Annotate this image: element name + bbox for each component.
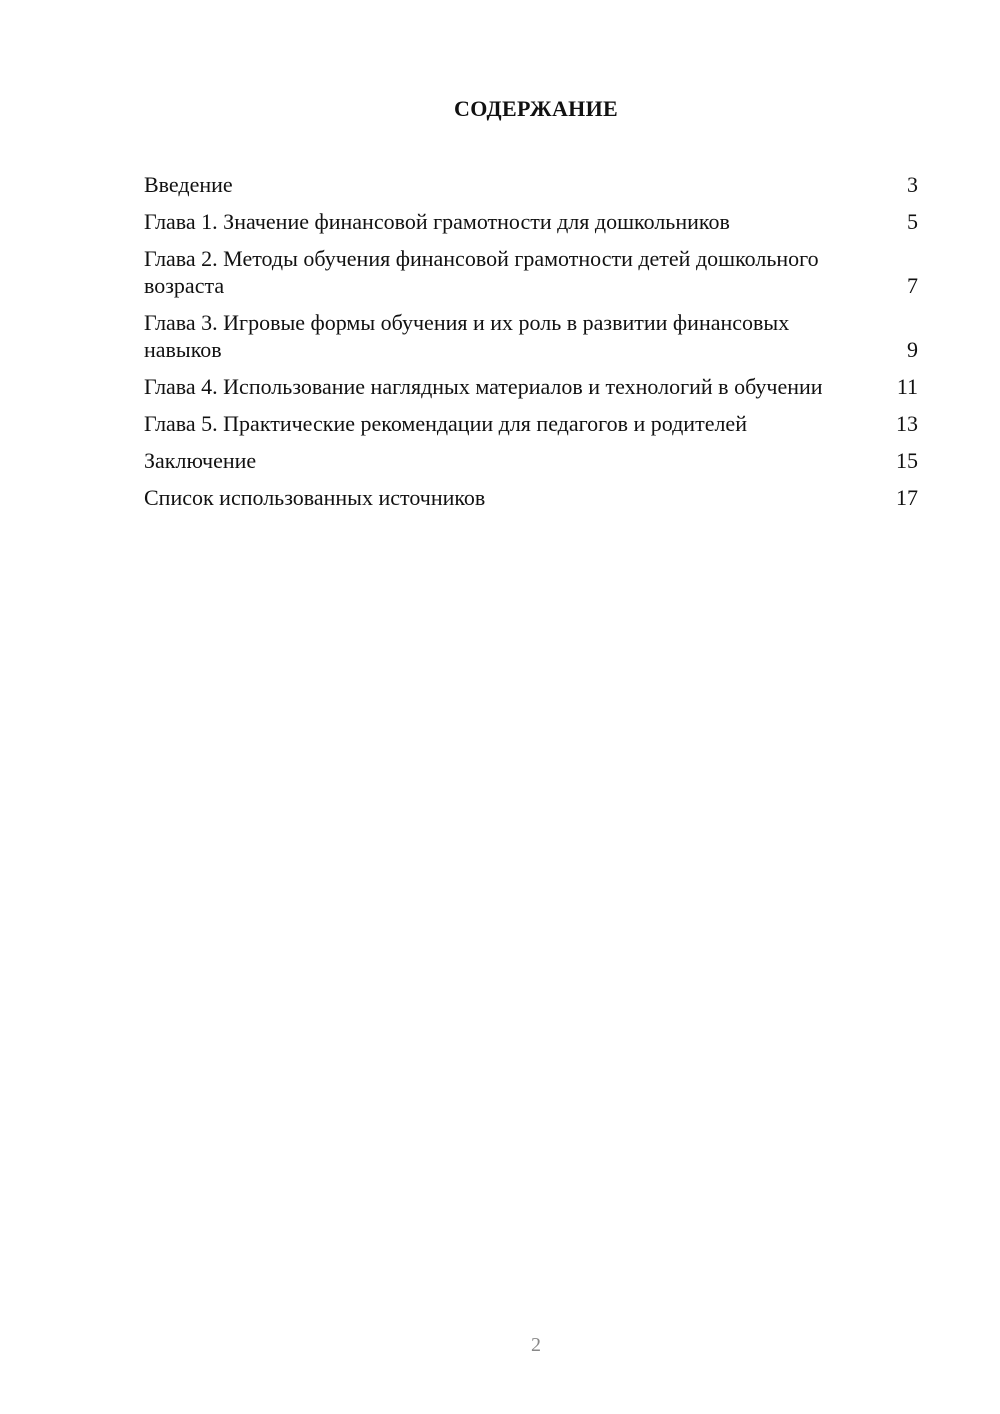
toc-entry-title: Глава 2. Методы обучения финансовой грамотности детей дошкольного возраста bbox=[144, 246, 819, 298]
toc-entry-title: Глава 5. Практические рекомендации для педагогов и родителей bbox=[144, 411, 747, 436]
table-of-contents bbox=[144, 171, 918, 521]
toc-entry-conclusion[interactable] bbox=[144, 447, 918, 474]
toc-entry-chapter-3[interactable] bbox=[144, 309, 918, 363]
page-title: СОДЕРЖАНИЕ bbox=[454, 96, 618, 121]
toc-entry-page: 5 bbox=[907, 209, 918, 234]
toc-entry-title: Введение bbox=[144, 172, 233, 197]
toc-entry-page: 17 bbox=[896, 485, 918, 510]
toc-entry-title: Глава 1. Значение финансовой грамотности для дошкольников bbox=[144, 209, 730, 234]
toc-entry-page: 3 bbox=[907, 172, 918, 197]
toc-entry-chapter-2[interactable] bbox=[144, 245, 918, 299]
toc-entry-page: 15 bbox=[896, 448, 918, 473]
toc-entry-references[interactable] bbox=[144, 484, 918, 511]
toc-entry-title: Заключение bbox=[144, 448, 257, 473]
toc-entry-title: Список использованных источников bbox=[144, 485, 486, 510]
page-number: 2 bbox=[531, 1334, 541, 1356]
toc-entry-chapter-4[interactable] bbox=[144, 373, 918, 400]
toc-entry-introduction[interactable] bbox=[144, 171, 918, 198]
toc-entry-title: Глава 3. Игровые формы обучения и их роль в развитии финансовых навыков bbox=[144, 310, 790, 362]
toc-entry-title: Глава 4. Использование наглядных материалов и технологий в обучении bbox=[144, 374, 823, 399]
toc-entry-chapter-1[interactable] bbox=[144, 208, 918, 235]
toc-entry-page: 7 bbox=[907, 273, 918, 298]
toc-entry-page: 11 bbox=[896, 374, 918, 399]
toc-entry-page: 13 bbox=[896, 411, 918, 436]
toc-entry-page: 9 bbox=[907, 337, 918, 362]
toc-entry-chapter-5[interactable] bbox=[144, 410, 918, 437]
